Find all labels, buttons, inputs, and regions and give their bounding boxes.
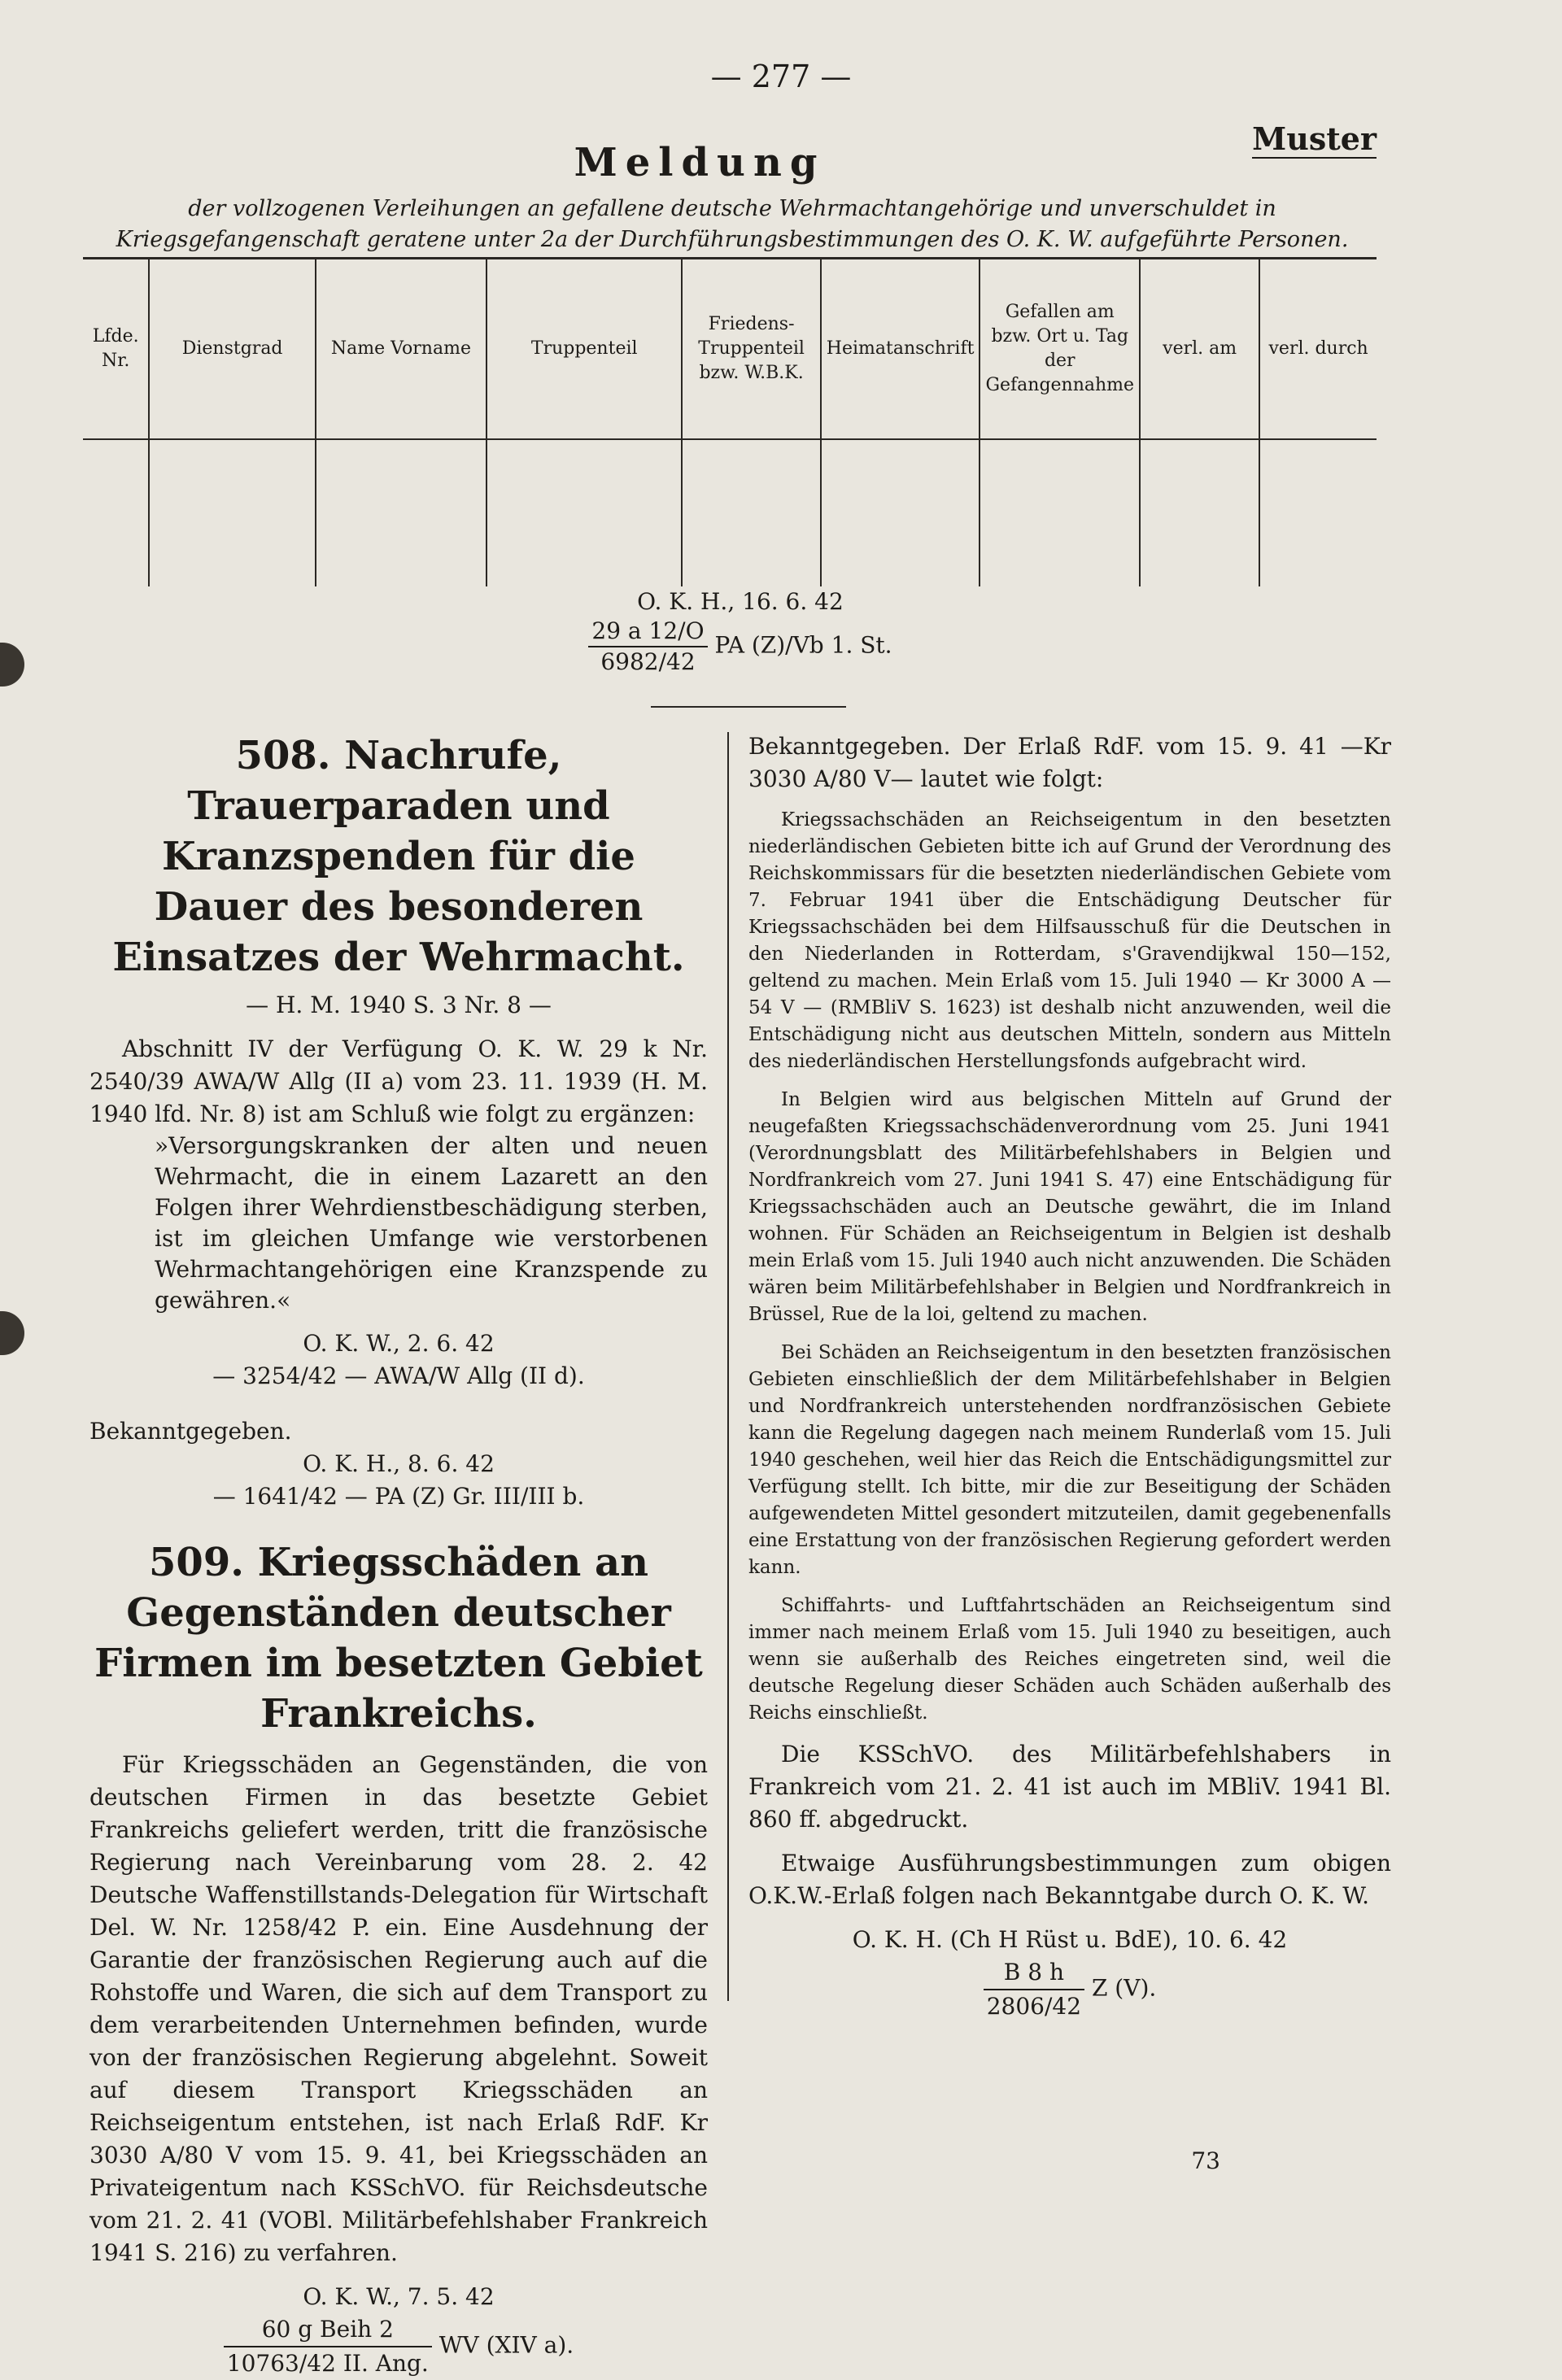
right-file-number [748, 1956, 1391, 2023]
section-508-source: — H. M. 1940 S. 3 Nr. 8 — [246, 992, 552, 1018]
reference-suffix: WV (XIV a). [438, 2331, 574, 2359]
right-paragraph: Die KSSchVO. des Militärbefehlshabers in Frankreich vom 21. 2. 41 ist auch im MBliV. 1941 Bl. 860 ff. abgedruckt. [748, 1741, 1391, 1833]
quoted-decree [748, 807, 1391, 1727]
section-508-quote: »Versorgungskranken der alten und neuen Wehrmacht, die in einem Lazarett an den Folgen ihrer Wehrdienstbeschädigung sterben, ist im gleichen Umfange wie verstorbenen Wehrmachtangehörigen eine Kranzspende zu gewähren.« [155, 1132, 708, 1314]
table-cell [486, 439, 682, 586]
form-reference [456, 587, 1025, 677]
section-508-bekannt: Bekanntgegeben. [89, 1418, 292, 1445]
section-508-reference: — 3254/42 — AWA/W Allg (II d). [212, 1362, 585, 1389]
decree-paragraph: Kriegssachschäden an Reichseigentum in den besetzten niederländischen Gebieten bitte ich auf Grund der Verordnung des Reichskommissars für die besetzten niederländischen Gebiete vom 7. Februar 1941 über die Entschädigung Deutscher für Kriegssachschäden bei dem Hilfsausschuß für die Deutschen in den Niederlanden in Rotterdam, s'Gravendijkwal 150—152, geltend zu machen. Mein Erlaß vom 15. Juli 1940 — Kr 3000 A — 54 V — (RMBliV S. 1623) ist deshalb nicht anzuwenden, weil die Entschädigung nicht aus deutschen Mitteln, sondern aus Mitteln des niederländischen Herstellungsfonds aufgebracht wird. [748, 809, 1391, 1072]
reference-line: O. K. H., 16. 6. 42 [637, 588, 844, 615]
table-empty-row [83, 439, 1377, 586]
column-header: Name Vorname [316, 259, 486, 440]
fraction-numerator: B 8 h [984, 1956, 1084, 1990]
fraction-denominator: 2806/42 [986, 1993, 1082, 2020]
right-paragraph: Etwaige Ausführungsbestimmungen zum obigen O.K.W.-Erlaß folgen nach Bekanntgabe durch O. K. W. [748, 1850, 1391, 1909]
column-header: Gefallen am bzw. Ort u. Tag der Gefangennahme [980, 259, 1140, 440]
file-number-fraction [224, 2313, 432, 2380]
column-header: verl. am [1140, 259, 1259, 440]
fraction-numerator: 29 a 12/O [588, 617, 707, 647]
left-column [89, 730, 708, 2380]
reference-suffix: Z (V). [1091, 1974, 1157, 2002]
column-header: Dienstgrad [149, 259, 316, 440]
column-header: Truppenteil [486, 259, 682, 440]
decree-paragraph: In Belgien wird aus belgischen Mitteln auf Grund der neugefaßten Kriegssachschädenverordnung vom 25. Juni 1941 (Verordnungsblatt des Militärbefehlshabers in Belgien und Nordfrankreich vom 27. Juni 1941 S. 47) eine Entschädigung für Kriegssachschäden auch an Deutsche gewährt, die im Inland wohnen. Für Schäden an Reichseigentum in Belgien ist deshalb mein Erlaß vom 15. Juli 1940 auch nicht anzuwenden. Die Schäden wären beim Militärbefehlshaber in Belgien und Nordfrankreich in Brüssel, Rue de la loi, geltend zu machen. [748, 1089, 1391, 1325]
form-subtitle: der vollzogenen Verleihungen an gefallene deutsche Wehrmachtangehörige und unverschuldet in Kriegsgefangenschaft geratene unter 2a der Durchführungsbestimmungen des O. K. W. aufgeführte Personen. [116, 196, 1349, 252]
table-header-row [83, 259, 1377, 440]
column-header: verl. durch [1259, 259, 1377, 440]
table-cell [821, 439, 980, 586]
section-508-reference: O. K. W., 2. 6. 42 [303, 1330, 495, 1357]
binding-hole [0, 643, 24, 687]
fraction-numerator: 60 g Beih 2 [224, 2313, 432, 2347]
decree-paragraph: Bei Schäden an Reichseigentum in den besetzten französischen Gebieten einschließlich der dem Militärbefehlshaber in Belgien und Nordfrankreich unterstehenden nordfranzösischen Gebiete kann die Regelung dagegen nach meinem Runderlaß vom 15. Juli 1940 geschehen, weil hier das Reich die Entschädigungsmittel zur Verfügung stellt. Ich bitte, mir die zur Beseitigung der Schäden aufgewendeten Mittel gesondert mitzuteilen, damit gegebenenfalls eine Erstattung von der französischen Regierung gefordert werden kann. [748, 1342, 1391, 1578]
file-number-fraction [588, 617, 707, 677]
table-cell [682, 439, 820, 586]
column-header: Friedens-Truppenteil bzw. W.B.K. [682, 259, 820, 440]
file-number-fraction [984, 1956, 1084, 2023]
reference-suffix: PA (Z)/Vb 1. St. [714, 631, 892, 659]
fraction-denominator: 6982/42 [600, 648, 696, 675]
column-header: Heimatanschrift [821, 259, 980, 440]
page-number: — 277 — [710, 59, 852, 94]
table-cell [149, 439, 316, 586]
section-divider [651, 706, 846, 708]
table-cell [83, 439, 149, 586]
column-divider [727, 732, 729, 2001]
table-cell [316, 439, 486, 586]
table-cell [1140, 439, 1259, 586]
right-column [748, 730, 1391, 2023]
section-508-reference: O. K. H., 8. 6. 42 [303, 1450, 495, 1477]
table-cell [1259, 439, 1377, 586]
table-cell [980, 439, 1140, 586]
footer-number: 73 [1191, 2147, 1220, 2174]
section-509-file-number [89, 2313, 708, 2380]
right-intro: Bekanntgegeben. Der Erlaß RdF. vom 15. 9. 41 —Kr 3030 A/80 V— lautet wie folgt: [748, 733, 1391, 792]
form-title: Meldung [574, 140, 826, 185]
report-form-table [83, 257, 1377, 586]
fraction-denominator: 10763/42 II. Ang. [226, 2350, 429, 2377]
section-508-paragraph: Abschnitt IV der Verfügung O. K. W. 29 k Nr. 2540/39 AWA/W Allg (II a) vom 23. 11. 1939 (H. M. 1940 lfd. Nr. 8) ist am Schluß wie folgt zu ergänzen: [89, 1035, 708, 1127]
section-509-reference: O. K. W., 7. 5. 42 [303, 2283, 495, 2310]
section-509-paragraph: Für Kriegsschäden an Gegenständen, die von deutschen Firmen in das besetzte Gebiet Frankreichs geliefert werden, tritt die französische Regierung nach Vereinbarung vom 28. 2. 42 Deutsche Waffenstillstands-Delegation für Wirtschaft Del. W. Nr. 1258/42 P. ein. Eine Ausdehnung der Garantie der französischen Regierung auch auf die Rohstoffe und Waren, die sich auf dem Transport zu dem verarbeitenden Unternehmen befinden, wurde von der französischen Regierung abgelehnt. Soweit auf diesem Transport Kriegsschäden an Reichseigentum entstehen, ist nach Erlaß RdF. Kr 3030 A/80 V vom 15. 9. 41, bei Kriegsschäden an Privateigentum nach KSSchVO. für Reichsdeutsche vom 21. 2. 41 (VOBl. Militärbefehlshaber Frankreich 1941 S. 216) zu verfahren. [89, 1751, 708, 2266]
section-509-heading: 509. Kriegsschäden an Gegenständen deutscher Firmen im besetzten Gebiet Frankreichs. [94, 1540, 703, 1737]
muster-label: Muster [1252, 120, 1377, 157]
right-reference: O. K. H. (Ch H Rüst u. BdE), 10. 6. 42 [852, 1926, 1288, 1953]
section-508-heading: 508. Nachrufe, Trauerparaden und Kranzspenden für die Dauer des besonderen Einsatzes der Wehrmacht. [112, 733, 685, 980]
decree-paragraph: Schiffahrts- und Luftfahrtschäden an Reichseigentum sind immer nach meinem Erlaß vom 15. Juli 1940 zu beseitigen, auch wenn sie außerhalb des Reiches eingetreten sind, weil die deutsche Regelung dieser Schäden auch Schäden außerhalb des Reichs einschließt. [748, 1595, 1391, 1724]
binding-hole [0, 1311, 24, 1355]
column-header: Lfde. Nr. [83, 259, 149, 440]
section-508-reference: — 1641/42 — PA (Z) Gr. III/III b. [212, 1483, 585, 1510]
